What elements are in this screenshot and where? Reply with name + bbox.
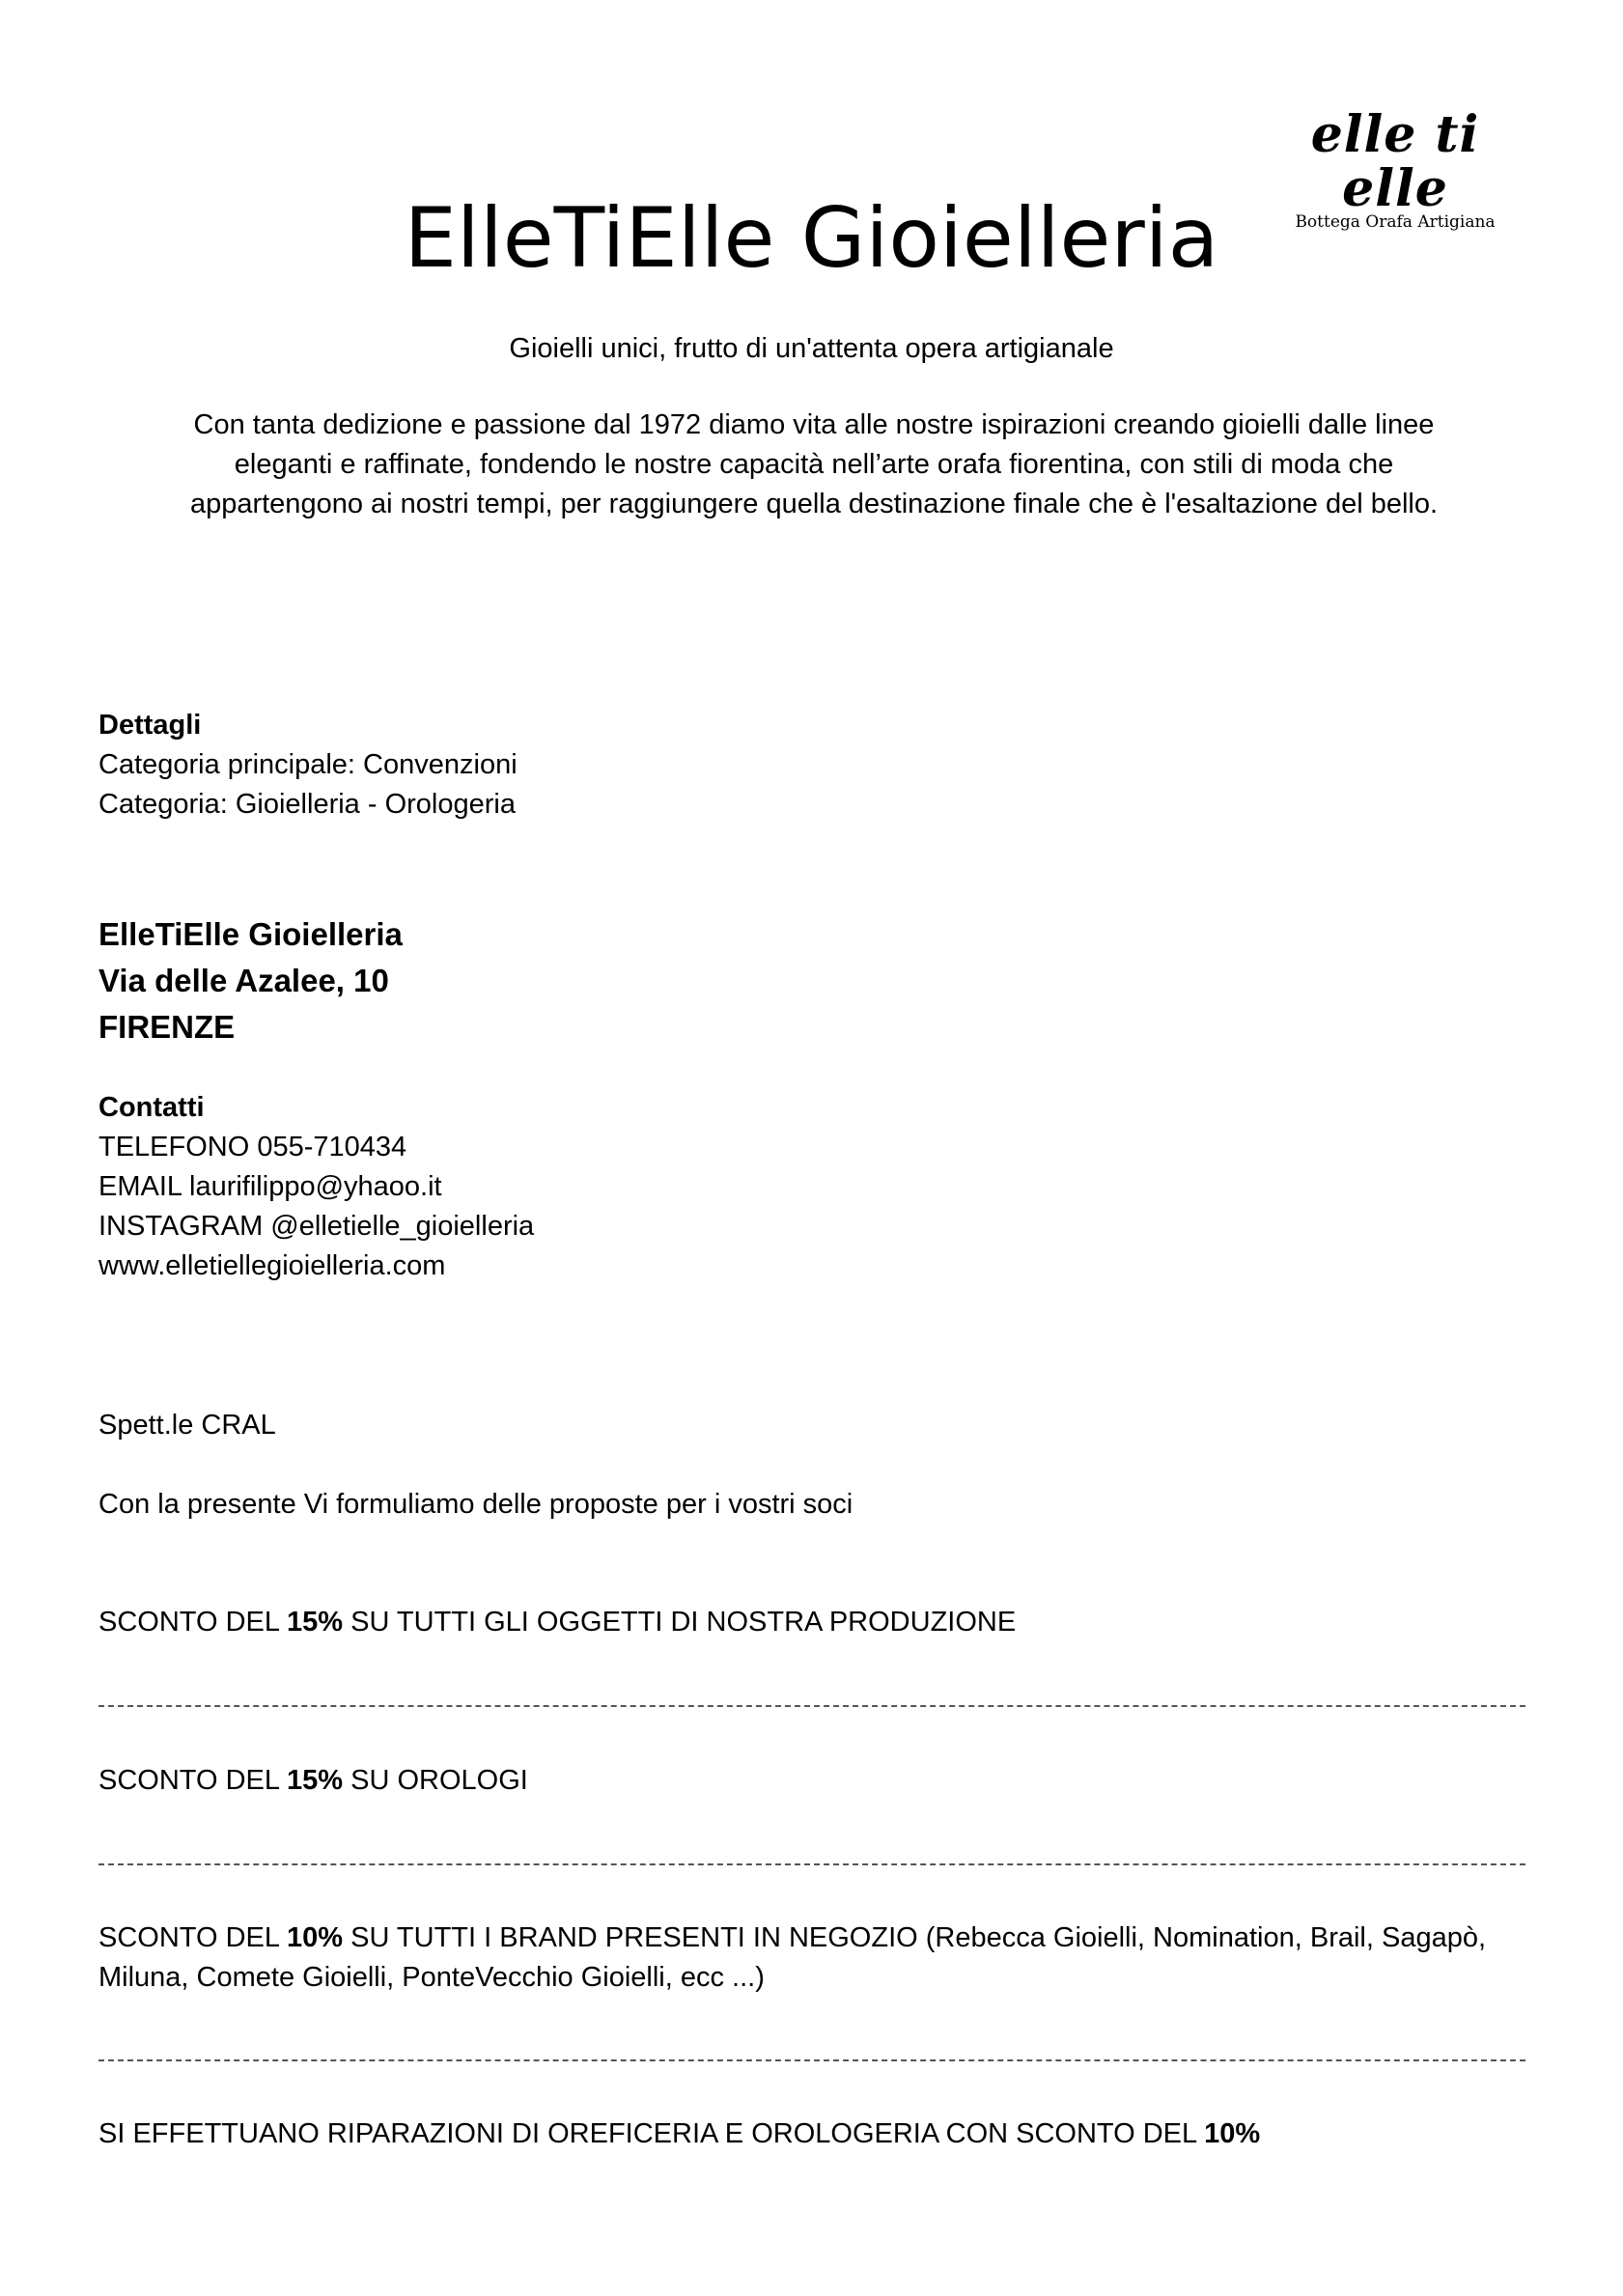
offer-discount: 10% (287, 1922, 344, 1953)
contact-email: EMAIL laurifilippo@yhaoo.it (98, 1171, 442, 1202)
offer-discount: 15% (287, 1607, 344, 1638)
intro-paragraph: Con tanta dedizione e passione dal 1972 diamo vita alle nostre ispirazioni creando gioielli dalle linee eleganti e raffinate, fondendo le nostre capacità nell’arte orafa fiorentina, con stili di moda che appartengono ai nostri tempi, per raggiungere quella destinazione finale che è l'esaltazione del bello. (189, 409, 1439, 519)
address-street: Via delle Azalee, 10 (98, 963, 389, 998)
offer-discount: 10% (1204, 2118, 1261, 2149)
logo-subtitle: Bottega Orafa Artigiana (1295, 212, 1496, 232)
contact-phone: TELEFONO 055-710434 (98, 1132, 407, 1162)
offer-text: SI EFFETTUANO RIPARAZIONI DI OREFICERIA E OROLOGERIA CON SCONTO DEL (98, 2118, 1205, 2149)
letter-opening (98, 1485, 1527, 1525)
offer-item (98, 2114, 1527, 2154)
details-category: Categoria: Gioielleria - Orologeria (98, 789, 516, 820)
offer-text: SCONTO DEL (98, 1607, 287, 1638)
offer-text: SCONTO DEL (98, 1765, 287, 1796)
offer-text: SU OROLOGI (343, 1765, 528, 1796)
contacts-section (98, 1088, 1527, 1286)
logo-wordmark: elle ti elle (1310, 105, 1480, 218)
details-main-category: Categoria principale: Convenzioni (98, 749, 518, 780)
contact-website: www.elletiellegioielleria.com (98, 1250, 446, 1281)
address-name: ElleTiElle Gioielleria (98, 916, 403, 952)
address-section (98, 911, 1527, 1050)
offer-item (98, 1603, 1527, 1642)
offer-item (98, 1761, 1527, 1801)
details-section (98, 706, 1527, 825)
offer-text: SU TUTTI I BRAND PRESENTI IN NEGOZIO (Rebecca Gioielli, Nomination, Brail, Sagapò, Miluna, Comete Gioielli, PonteVecchio Gioielli, ecc ...) (98, 1922, 1487, 1993)
letter-opening-text: Con la presente Vi formuliamo delle proposte per i vostri soci (98, 1489, 853, 1520)
details-heading: Dettagli (98, 710, 202, 741)
contact-instagram: INSTAGRAM @elletielle_gioielleria (98, 1211, 535, 1242)
contacts-heading: Contatti (98, 1092, 205, 1123)
offer-item (98, 1918, 1527, 1998)
dashed-divider (98, 1705, 1525, 1707)
page-title: ElleTiElle Gioielleria (404, 190, 1219, 287)
dashed-divider (98, 2059, 1525, 2061)
dashed-divider (98, 1863, 1525, 1865)
salutation (98, 1406, 1527, 1445)
salutation-text: Spett.le CRAL (98, 1410, 276, 1441)
offer-discount: 15% (287, 1765, 344, 1796)
offer-text: SCONTO DEL (98, 1922, 287, 1953)
address-city: FIRENZE (98, 1009, 236, 1045)
tagline: Gioielli unici, frutto di un'attenta opera artigianale (509, 333, 1114, 364)
offer-text: SU TUTTI GLI OGGETTI DI NOSTRA PRODUZIONE (343, 1607, 1017, 1638)
